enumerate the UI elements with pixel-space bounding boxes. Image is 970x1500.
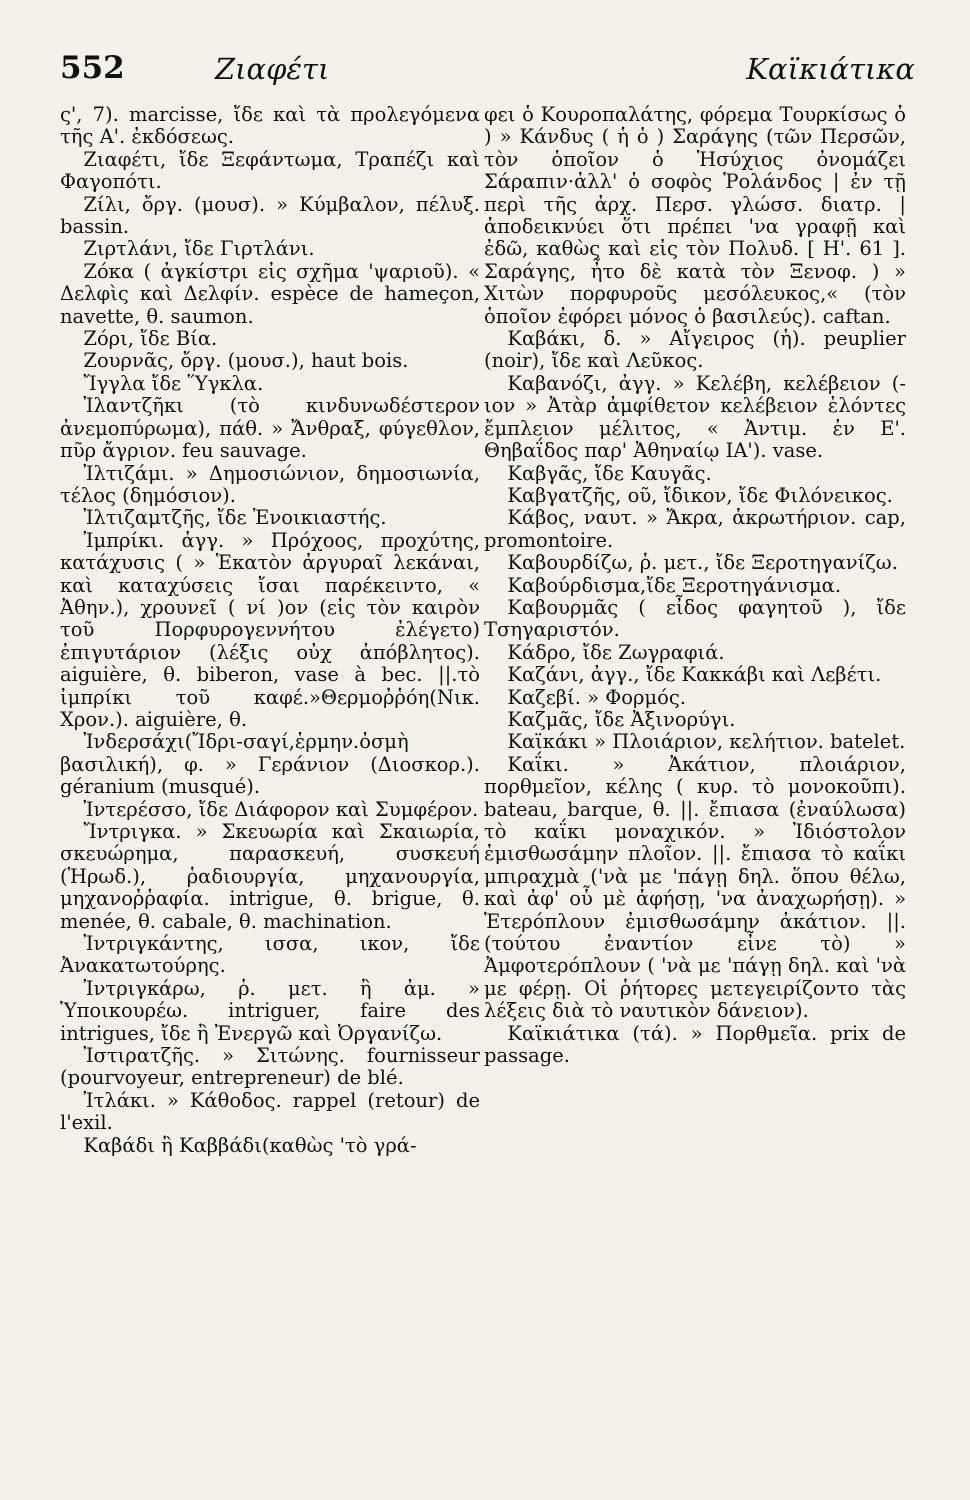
entry: Καβγατζῆς, οῦ, ἴδικον, ἴδε Φιλόνεικος.: [507, 483, 893, 507]
entry: Κάδρο, ἴδε Ζωγραφιά.: [507, 640, 725, 664]
entry: ς', 7). marcisse, ἴδε καὶ τὰ προλεγόμενα τῆς Α'. ἐκδόσεως.: [60, 104, 480, 149]
entry: Ζιρτλάνι, ἴδε Γιρτλάνι.: [83, 237, 315, 261]
entry: Ἴγγλα ἴδε Ὕγκλα.: [83, 371, 264, 395]
header-right-word: Καϊκιάτικα: [746, 52, 915, 86]
left-column: [60, 104, 480, 1484]
running-header: [55, 50, 915, 100]
entry: Ἰνδερσάχι(Ἴδρι-σαγί,ἑρμην.ὀσμὴ βασιλική), φ. » Γεράνιον (Διοσκορ.). géranium (musqué).: [60, 730, 480, 799]
entry: Καβουρδίζω, ῥ. μετ., ἴδε Ξεροτηγανίζω.: [507, 551, 898, 575]
entry: Ἰστιρατζῆς. » Σιτώνης. fournisseur (pourvoyeur, entrepreneur) de blé.: [60, 1044, 480, 1090]
entry: Καβάκι, δ. » Αἴγειρος (ἡ). peuplier (noir), ἴδε καὶ Λεῦκος.: [484, 327, 906, 373]
entry: Ἰμπρίκι. ἀγγ. » Πρόχοος, προχύτης, κατάχυσις ( » Ἑκατὸν ἀργυραῖ λεκάναι, καὶ καταχύσεις ἴσαι παρέκειντο, « Ἀθην.), χρουνεῖ ( νί )ον (εἰς τὸν καιρὸν τοῦ Πορφυρογεννήτου ἐλέγετο) ἐπιγυτάριον (λέξις οὐχ ἀπόβλητος). aiguière, θ. biberon, vase à bec. ||.τὸ ἰμπρίκι τοῦ καφέ.»Θερμοῤῥόη(Νικ. Χρον.). aiguière, θ.: [60, 528, 480, 731]
entry: Καβανόζι, ἀγγ. » Κελέβη, κελέβειον (-ιον » Ἀτὰρ ἀμφίθετον κελέβειον ἑλόντες ἔμπλειον μέλιτος, « Ἀντιμ. ἐν Ε'. Θηβαΐδος παρ' Ἀθηναίῳ ΙΑ'). vase.: [484, 371, 906, 463]
entry: Καζμᾶς, ἴδε Ἀξινορύγι.: [507, 707, 736, 731]
entry: Καβουρμᾶς ( εἶδος φαγητοῦ ), ἴδε Τσηγαριστόν.: [484, 595, 906, 642]
entry: φει ὁ Κουροπαλάτης, φόρεμα Τουρκίσως ὁ ) » Κάνδυς ( ἡ ὁ ) Σαράγης (τῶν Περσῶν, τὸν ὁποῖον ὁ Ἡσύχιος ὀνομάζει Σάραπιν·ἀλλ' ὁ σοφὸς Ῥολάνδος | ἐν τῇ περὶ τῆς ἀρχ. Περσ. γλώσσ. διατρ. | ἀποδεικνύει ὅτι πρέπει 'να γραφῇ καὶ ἐδῶ, καθὼς καὶ εἰς τὸν Πολυδ. [ Η'. 61 ]. Σαράγης, ἦτο δὲ κατὰ τὸν Ξενοφ. ) » Χιτὼν πορφυροῦς μεσόλευκος,« (τὸν ὁποῖον ἐφόρει μόνος ὁ βασιλεύς). caftan.: [484, 104, 906, 328]
entry: Ἴντριγκα. » Σκευωρία καὶ Σκαιωρία, σκευώρημα, παρασκευή, συσκευή (Ἡρωδ.), ῥαδιουργία, μηχανουργία, μηχανοῤῥαφία. intrigue, θ. brigue, θ. menée, θ. cabale, θ. machination.: [60, 820, 480, 933]
entry: Ἰλαντζῆκι (τὸ κινδυνωδέστερον ἀνεμοπύρωμα), πάθ. » Ἄνθραξ, φύγεθλον, πῦρ ἄγριον. feu sauvage.: [60, 394, 480, 463]
entry: Καβγᾶς, ἴδε Καυγᾶς.: [507, 461, 712, 485]
entry: Ζόκα ( ἀγκίστρι εἰς σχῆμα 'ψαριοῦ). « Δελφὶς καὶ Δελφίν. espèce de hameçon, navette, θ. saumon.: [60, 259, 480, 328]
entry: Καϊκάκι » Πλοιάριον, κελήτιον. batelet.: [507, 730, 906, 754]
entry: Ἰντριγκάντης, ισσα, ικον, ἴδε Ἀνακατωτούρης.: [60, 932, 480, 978]
entry: Καζεβί. » Φορμός.: [507, 685, 686, 709]
entry: Ζουρνᾶς, ὄργ. (μουσ.), haut bois.: [83, 349, 409, 373]
page-number: 552: [60, 50, 125, 86]
entry: Ἰντερέσσο, ἴδε Διάφορον καὶ Συμφέρον.: [83, 797, 479, 821]
entry: Καβάδι ἢ Καββάδι(καθὼς 'τὸ γρά-: [83, 1133, 417, 1157]
entry: Ζόρι, ἴδε Βία.: [83, 327, 218, 351]
entry: Κάβος, ναυτ. » Ἄκρα, ἀκρωτήριον. cap, promontoire.: [484, 506, 906, 552]
entry: Ἰλτιζαμτζῆς, ἴδε Ἐνοικιαστής.: [83, 506, 387, 530]
entry: Ζίλι, ὄργ. (μουσ). » Κύμβαλον, πέλυξ. bassin.: [60, 192, 480, 239]
entry: Ἰλτιζάμι. » Δημοσιώνιον, δημοσιωνία, τέλος (δημόσιον).: [60, 461, 480, 507]
entry: Ἰτλάκι. » Κάθοδος. rappel (retour) de l'exil.: [60, 1088, 480, 1135]
right-column: [484, 104, 906, 1484]
entry: Ζιαφέτι, ἴδε Ξεφάντωμα, Τραπέζι καὶ Φαγοπότι.: [60, 147, 480, 194]
entry: Καΐκι. » Ἀκάτιον, πλοιάριον, πορθμεῖον, κέλης ( κυρ. τὸ μονοκοῦπι). bateau, barque, θ. ||. ἔπιασα (ἐναύλωσα) τὸ καΐκι μοναχικόν. » Ἰδιόστολον ἐμισθωσάμην πλοῖον. ||. ἔπιασα τὸ καΐκι μπιραχμὰ ('νὰ με 'πάγῃ δηλ. ὅπου θέλω, καὶ ἀφ' οὗ μὲ ἀφήσῃ, 'να ἀναχωρήσῃ). » Ἑτερόπλουν ἐμισθωσάμην ἀκάτιον. ||. (τούτου ἐναντίον εἶνε τὸ) » Ἀμφοτερόπλουν ( 'νὰ με 'πάγῃ δηλ. καὶ 'νὰ με φέρῃ. Οἱ ῥήτορες μετεγειρίζοντο τὰς λέξεις διὰ τὸ ναυτικὸν δάνειον).: [484, 752, 906, 1023]
entry: Καζάνι, ἀγγ., ἴδε Κακκάβι καὶ Λεβέτι.: [507, 663, 882, 687]
header-left-word: Ζιαφέτι: [215, 52, 330, 86]
entry: Καβούρδισμα,ἴδε Ξεροτηγάνισμα.: [507, 573, 842, 597]
entry: Ἰντριγκάρω, ῥ. μετ. ἢ ἀμ. » Ὑποικουρέω. intriguer, faire des intrigues, ἴδε ἢ Ἐνεργῶ καὶ Ὀργανίζω.: [60, 976, 480, 1045]
entry: Καϊκιάτικα (τά). » Πορθμεῖα. prix de passage.: [484, 1021, 906, 1068]
